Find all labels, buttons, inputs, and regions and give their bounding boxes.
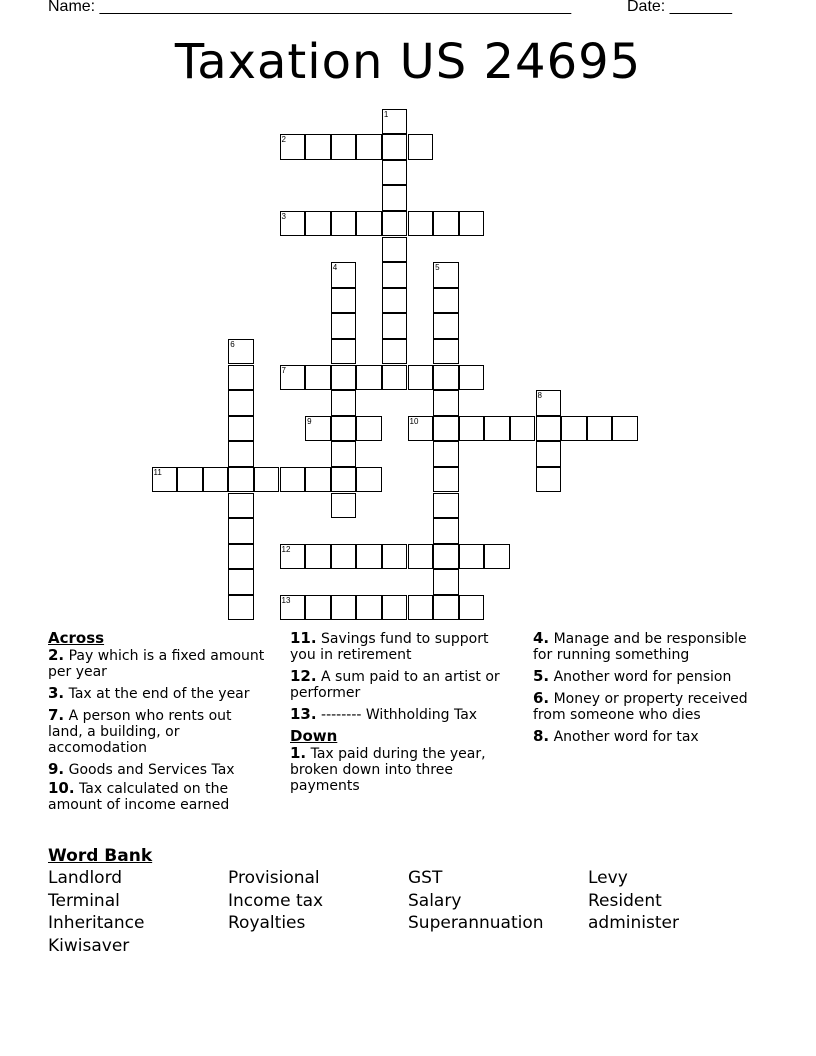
- clue-number-label: 2: [281, 135, 286, 145]
- clue-down-1: 1. Tax paid during the year, broken down into three payments: [290, 744, 486, 794]
- crossword-cell[interactable]: [228, 467, 254, 493]
- clues-column-2: [290, 630, 515, 799]
- crossword-cell[interactable]: [382, 313, 408, 339]
- clue-number-label: 9: [307, 416, 312, 426]
- crossword-cell[interactable]: [408, 544, 434, 570]
- down-heading: Down: [290, 727, 338, 745]
- crossword-cell[interactable]: [587, 416, 613, 442]
- word-bank-word: Kiwisaver: [48, 936, 130, 956]
- crossword-cell[interactable]: [177, 467, 203, 493]
- clue-across-11: 11. Savings fund to support you in retirement: [290, 629, 489, 663]
- crossword-cell[interactable]: [433, 441, 459, 467]
- clue-number-label: 1: [383, 109, 389, 119]
- crossword-cell[interactable]: [203, 467, 229, 493]
- crossword-cell[interactable]: [433, 595, 459, 621]
- crossword-cell[interactable]: [433, 518, 459, 544]
- crossword-cell[interactable]: [433, 365, 459, 391]
- word-bank-word: Salary: [408, 891, 462, 911]
- crossword-cell[interactable]: [459, 365, 485, 391]
- crossword-cell[interactable]: [484, 544, 510, 570]
- crossword-cell[interactable]: [356, 365, 382, 391]
- word-bank-word: Resident: [588, 891, 662, 911]
- word-bank-word: Terminal: [48, 891, 120, 911]
- date-field-label[interactable]: Date: _______: [627, 0, 732, 15]
- clue-down-5: 5. Another word for pension: [533, 667, 732, 685]
- crossword-cell[interactable]: [331, 416, 357, 442]
- crossword-cell[interactable]: [331, 493, 357, 519]
- crossword-cell[interactable]: [305, 467, 331, 493]
- crossword-cell[interactable]: [408, 595, 434, 621]
- crossword-cell[interactable]: [356, 595, 382, 621]
- across-heading: Across: [48, 629, 105, 647]
- crossword-cell[interactable]: [459, 416, 485, 442]
- crossword-cell[interactable]: [331, 134, 357, 160]
- crossword-cell[interactable]: [612, 416, 638, 442]
- clue-number-label: 12: [281, 544, 291, 554]
- clue-across-10: 10. Tax calculated on the amount of income earned: [48, 779, 230, 813]
- crossword-cell[interactable]: [228, 544, 254, 570]
- crossword-cell[interactable]: [280, 467, 306, 493]
- crossword-cell[interactable]: [254, 467, 280, 493]
- crossword-cell[interactable]: [459, 595, 485, 621]
- crossword-cell[interactable]: [382, 288, 408, 314]
- crossword-cell[interactable]: [510, 416, 536, 442]
- crossword-cell[interactable]: [228, 493, 254, 519]
- crossword-cell[interactable]: [305, 134, 331, 160]
- clue-number-label: 6: [230, 339, 235, 349]
- word-bank-word: Provisional: [228, 868, 320, 888]
- crossword-cell[interactable]: [382, 134, 408, 160]
- crossword-cell[interactable]: [331, 544, 357, 570]
- crossword-cell[interactable]: [382, 365, 408, 391]
- crossword-cell[interactable]: [382, 211, 408, 237]
- crossword-cell[interactable]: [356, 416, 382, 442]
- crossword-cell[interactable]: [408, 134, 434, 160]
- crossword-cell[interactable]: [382, 339, 408, 365]
- clue-number-label: 7: [281, 365, 286, 375]
- clue-across-13: 13. -------- Withholding Tax: [290, 705, 478, 723]
- crossword-cell[interactable]: [433, 544, 459, 570]
- crossword-cell[interactable]: [382, 185, 408, 211]
- crossword-cell[interactable]: [305, 544, 331, 570]
- clue-down-6: 6. Money or property received from someone who dies: [533, 689, 748, 723]
- clue-number-label: 11: [153, 467, 162, 477]
- clue-number-label: 4: [332, 263, 338, 273]
- clue-down-8: 8. Another word for tax: [533, 727, 699, 745]
- crossword-cell[interactable]: [433, 313, 459, 339]
- crossword-cell[interactable]: [331, 441, 357, 467]
- crossword-cell[interactable]: [228, 416, 254, 442]
- crossword-cell[interactable]: [433, 569, 459, 595]
- word-bank-word: Landlord: [48, 868, 123, 888]
- crossword-cell[interactable]: [433, 288, 459, 314]
- clue-across-7: 7. A person who rents out land, a building, or accomodation: [48, 706, 232, 756]
- crossword-cell[interactable]: [305, 211, 331, 237]
- clue-across-12: 12. A sum paid to an artist or performer: [290, 667, 500, 701]
- crossword-cell[interactable]: [331, 365, 357, 391]
- crossword-cell[interactable]: [536, 416, 562, 442]
- crossword-cell[interactable]: [356, 467, 382, 493]
- crossword-cell[interactable]: [228, 441, 254, 467]
- word-bank-word: Royalties: [228, 913, 306, 933]
- crossword-cell[interactable]: [228, 595, 254, 621]
- crossword-cell[interactable]: [433, 339, 459, 365]
- crossword-cell[interactable]: [382, 544, 408, 570]
- clue-number-label: 3: [281, 211, 286, 221]
- crossword-cell[interactable]: [228, 365, 254, 391]
- crossword-cell[interactable]: [408, 211, 434, 237]
- crossword-cell[interactable]: [305, 595, 331, 621]
- crossword-cell[interactable]: [459, 544, 485, 570]
- crossword-cell[interactable]: [331, 339, 357, 365]
- crossword-cell[interactable]: [305, 365, 331, 391]
- crossword-cell[interactable]: [331, 313, 357, 339]
- word-bank-word: Income tax: [228, 891, 324, 911]
- crossword-cell[interactable]: [331, 390, 357, 416]
- name-field-label[interactable]: Name: _____________________________________________________: [48, 0, 572, 15]
- clue-across-9: 9. Goods and Services Tax: [48, 760, 235, 778]
- crossword-cell[interactable]: [228, 518, 254, 544]
- crossword-cell[interactable]: [536, 467, 562, 493]
- clue-number-label: 13: [281, 595, 291, 605]
- crossword-cell[interactable]: [356, 134, 382, 160]
- crossword-cell[interactable]: [356, 544, 382, 570]
- crossword-cell[interactable]: [331, 595, 357, 621]
- clue-down-4: 4. Manage and be responsible for running something: [533, 629, 747, 663]
- crossword-cell[interactable]: [331, 211, 357, 237]
- crossword-cell[interactable]: [228, 390, 254, 416]
- crossword-cell[interactable]: [484, 416, 510, 442]
- crossword-cell[interactable]: [228, 569, 254, 595]
- page-title: Taxation US 24695: [174, 34, 642, 90]
- crossword-cell[interactable]: [433, 211, 459, 237]
- crossword-cell[interactable]: [382, 160, 408, 186]
- clues-column-1: [48, 630, 268, 818]
- clues-column-3: [533, 630, 758, 750]
- crossword-cell[interactable]: [382, 237, 408, 263]
- word-bank-word: Levy: [588, 868, 628, 888]
- crossword-cell[interactable]: [536, 441, 562, 467]
- word-bank-word: Superannuation: [408, 913, 544, 933]
- crossword-cell[interactable]: [331, 288, 357, 314]
- clue-number-label: 10: [409, 416, 419, 426]
- clue-number-label: 5: [435, 263, 440, 273]
- crossword-cell[interactable]: [433, 493, 459, 519]
- clue-across-2: 2. Pay which is a fixed amount per year: [48, 646, 265, 680]
- crossword-cell[interactable]: [561, 416, 587, 442]
- crossword-cell[interactable]: [433, 416, 459, 442]
- crossword-cell[interactable]: [331, 467, 357, 493]
- crossword-cell[interactable]: [433, 467, 459, 493]
- clue-number-label: 8: [537, 391, 542, 401]
- word-bank-word: administer: [588, 913, 679, 933]
- word-bank-heading: Word Bank: [48, 846, 153, 866]
- crossword-cell[interactable]: [382, 262, 408, 288]
- crossword-cell[interactable]: [382, 595, 408, 621]
- word-bank-word: Inheritance: [48, 913, 145, 933]
- crossword-cell[interactable]: [356, 211, 382, 237]
- clue-across-3: 3. Tax at the end of the year: [48, 684, 250, 702]
- crossword-cell[interactable]: [408, 365, 434, 391]
- crossword-cell[interactable]: [433, 390, 459, 416]
- crossword-cell[interactable]: [459, 211, 485, 237]
- word-bank-word: GST: [408, 868, 443, 888]
